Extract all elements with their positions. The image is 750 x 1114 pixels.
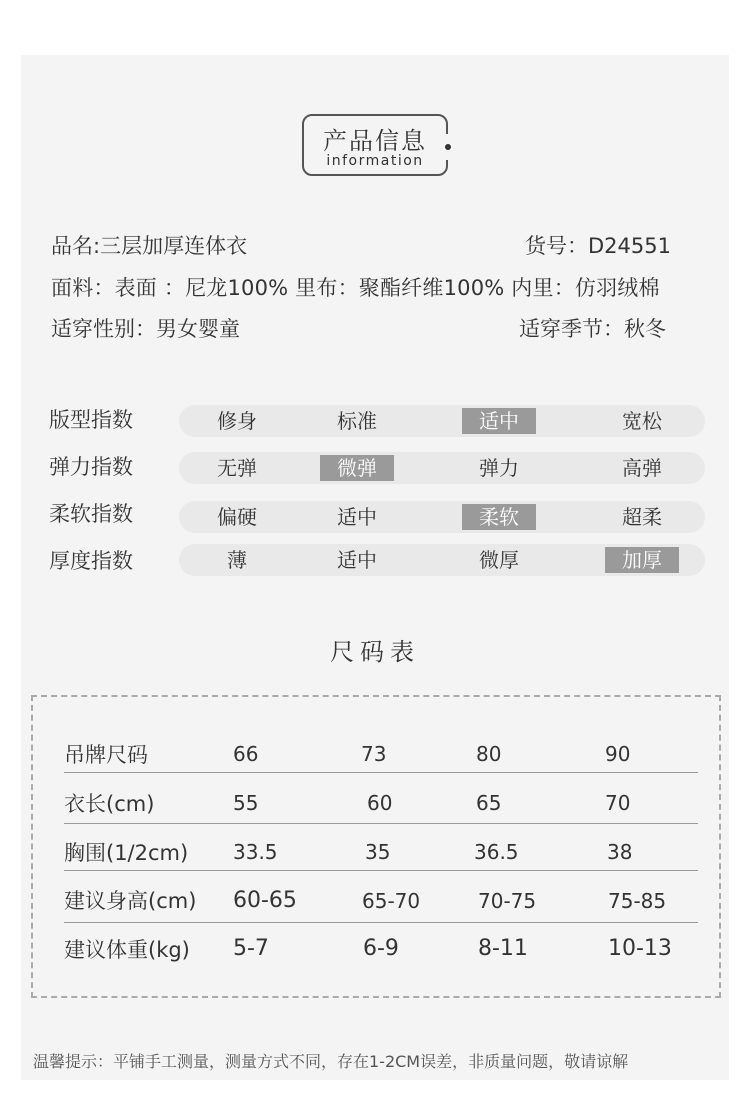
size-cell: 10-13 [608,936,672,961]
index-label: 版型指数 [49,408,133,432]
index-option: 宽松 [622,409,662,433]
product-name: 品名:三层加厚连体衣 [51,234,248,258]
index-label: 柔软指数 [49,502,133,526]
size-cell: 70-75 [478,889,537,913]
index-option: 适中 [337,505,377,529]
index-option: 薄 [227,548,247,572]
index-option: 微厚 [479,548,519,572]
row-divider [64,823,698,824]
size-row-label: 建议体重(kg) [64,938,190,962]
index-option: 标准 [337,409,377,433]
size-cell: 90 [605,742,631,766]
row-divider [64,870,698,871]
row-divider [64,772,698,773]
product-item-number: 货号：D24551 [525,234,671,258]
section-title: 产品信息 [323,127,427,155]
size-cell: 73 [361,742,387,766]
index-option: 超柔 [622,505,662,529]
index-option-selected: 适中 [462,408,536,434]
size-cell: 8-11 [478,936,528,961]
size-cell: 65 [476,791,502,815]
size-cell: 6-9 [363,936,399,961]
index-option: 高弹 [622,456,662,480]
size-cell: 70 [605,791,631,815]
size-cell: 66 [233,742,259,766]
size-row-label: 衣长(cm) [64,792,155,816]
product-season: 适穿季节：秋冬 [519,317,666,341]
size-cell: 60-65 [233,888,297,913]
measurement-note: 温馨提示：平铺手工测量，测量方式不同，存在1-2CM误差，非质量问题，敬请谅解 [33,1052,629,1071]
size-cell: 35 [365,840,391,864]
size-cell: 65-70 [362,889,421,913]
index-option-selected: 加厚 [605,547,679,573]
index-option: 弹力 [479,456,519,480]
size-cell: 36.5 [474,840,519,864]
size-cell: 55 [233,791,259,815]
size-cell: 60 [367,791,393,815]
index-scale [179,405,705,437]
size-cell: 33.5 [233,840,278,864]
index-option-selected: 柔软 [462,504,536,530]
section-header-badge [302,114,448,176]
index-scale [179,501,705,533]
index-option: 修身 [217,409,257,433]
index-option: 偏硬 [217,505,257,529]
size-cell: 80 [476,742,502,766]
product-gender: 适穿性别：男女婴童 [51,317,240,341]
index-option: 无弹 [217,456,257,480]
index-scale [179,544,705,576]
size-cell: 75-85 [608,889,667,913]
index-scale [179,452,705,484]
size-row-label: 建议身高(cm) [64,889,197,913]
index-option: 适中 [337,548,377,572]
size-row-label: 胸围(1/2cm) [64,841,189,865]
product-fabric: 面料：表面 ：尼龙100% 里布：聚酯纤维100% 内里：仿羽绒棉 [51,276,660,300]
size-cell: 38 [607,840,633,864]
index-label: 厚度指数 [49,549,133,573]
row-divider [64,922,698,923]
size-table-title: 尺码表 [330,638,420,666]
index-option-selected: 微弹 [320,455,394,481]
size-cell: 5-7 [233,936,269,961]
size-row-label: 吊牌尺码 [64,743,148,767]
section-subtitle: information [326,153,424,169]
index-label: 弹力指数 [49,455,133,479]
